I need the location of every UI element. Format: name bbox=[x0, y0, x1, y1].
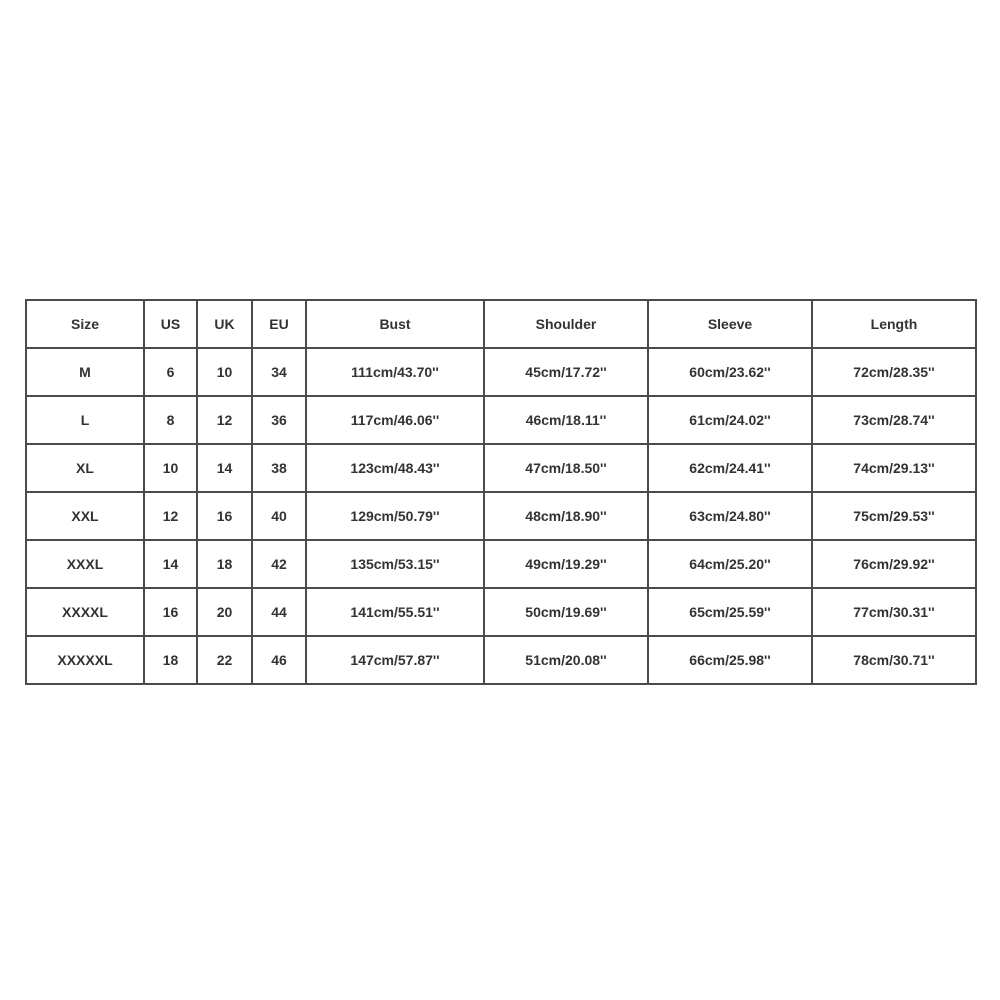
cell-bust: 129cm/50.79'' bbox=[306, 492, 484, 540]
cell-shoulder: 51cm/20.08'' bbox=[484, 636, 648, 684]
cell-length: 74cm/29.13'' bbox=[812, 444, 976, 492]
header-shoulder: Shoulder bbox=[484, 300, 648, 348]
table-row bbox=[26, 492, 976, 540]
table-row bbox=[26, 444, 976, 492]
table-body bbox=[26, 348, 976, 684]
cell-us: 12 bbox=[144, 492, 197, 540]
cell-bust: 147cm/57.87'' bbox=[306, 636, 484, 684]
cell-uk: 16 bbox=[197, 492, 252, 540]
cell-shoulder: 48cm/18.90'' bbox=[484, 492, 648, 540]
cell-length: 72cm/28.35'' bbox=[812, 348, 976, 396]
cell-uk: 10 bbox=[197, 348, 252, 396]
cell-length: 77cm/30.31'' bbox=[812, 588, 976, 636]
cell-shoulder: 49cm/19.29'' bbox=[484, 540, 648, 588]
table-row bbox=[26, 540, 976, 588]
header-length: Length bbox=[812, 300, 976, 348]
cell-length: 76cm/29.92'' bbox=[812, 540, 976, 588]
cell-bust: 141cm/55.51'' bbox=[306, 588, 484, 636]
cell-bust: 135cm/53.15'' bbox=[306, 540, 484, 588]
table-header-row bbox=[26, 300, 976, 348]
header-eu: EU bbox=[252, 300, 306, 348]
cell-sleeve: 60cm/23.62'' bbox=[648, 348, 812, 396]
header-size: Size bbox=[26, 300, 144, 348]
cell-size: XXXXXL bbox=[26, 636, 144, 684]
cell-shoulder: 47cm/18.50'' bbox=[484, 444, 648, 492]
table-row bbox=[26, 396, 976, 444]
cell-shoulder: 46cm/18.11'' bbox=[484, 396, 648, 444]
cell-uk: 20 bbox=[197, 588, 252, 636]
cell-size: XXXXL bbox=[26, 588, 144, 636]
cell-eu: 40 bbox=[252, 492, 306, 540]
cell-uk: 12 bbox=[197, 396, 252, 444]
header-sleeve: Sleeve bbox=[648, 300, 812, 348]
cell-uk: 22 bbox=[197, 636, 252, 684]
cell-size: XXXL bbox=[26, 540, 144, 588]
cell-sleeve: 62cm/24.41'' bbox=[648, 444, 812, 492]
cell-size: M bbox=[26, 348, 144, 396]
cell-uk: 18 bbox=[197, 540, 252, 588]
cell-us: 10 bbox=[144, 444, 197, 492]
cell-bust: 111cm/43.70'' bbox=[306, 348, 484, 396]
cell-eu: 36 bbox=[252, 396, 306, 444]
cell-sleeve: 63cm/24.80'' bbox=[648, 492, 812, 540]
cell-bust: 123cm/48.43'' bbox=[306, 444, 484, 492]
cell-eu: 38 bbox=[252, 444, 306, 492]
cell-us: 16 bbox=[144, 588, 197, 636]
cell-bust: 117cm/46.06'' bbox=[306, 396, 484, 444]
size-chart-table bbox=[25, 299, 977, 685]
cell-length: 75cm/29.53'' bbox=[812, 492, 976, 540]
cell-shoulder: 50cm/19.69'' bbox=[484, 588, 648, 636]
header-bust: Bust bbox=[306, 300, 484, 348]
table-row bbox=[26, 636, 976, 684]
cell-eu: 34 bbox=[252, 348, 306, 396]
cell-length: 73cm/28.74'' bbox=[812, 396, 976, 444]
cell-sleeve: 61cm/24.02'' bbox=[648, 396, 812, 444]
cell-size: XXL bbox=[26, 492, 144, 540]
header-us: US bbox=[144, 300, 197, 348]
cell-sleeve: 65cm/25.59'' bbox=[648, 588, 812, 636]
header-uk: UK bbox=[197, 300, 252, 348]
cell-sleeve: 64cm/25.20'' bbox=[648, 540, 812, 588]
cell-us: 8 bbox=[144, 396, 197, 444]
table-row bbox=[26, 588, 976, 636]
cell-us: 6 bbox=[144, 348, 197, 396]
cell-size: XL bbox=[26, 444, 144, 492]
cell-size: L bbox=[26, 396, 144, 444]
cell-eu: 42 bbox=[252, 540, 306, 588]
cell-uk: 14 bbox=[197, 444, 252, 492]
cell-eu: 44 bbox=[252, 588, 306, 636]
cell-length: 78cm/30.71'' bbox=[812, 636, 976, 684]
cell-us: 14 bbox=[144, 540, 197, 588]
cell-shoulder: 45cm/17.72'' bbox=[484, 348, 648, 396]
table-row bbox=[26, 348, 976, 396]
cell-eu: 46 bbox=[252, 636, 306, 684]
cell-sleeve: 66cm/25.98'' bbox=[648, 636, 812, 684]
cell-us: 18 bbox=[144, 636, 197, 684]
